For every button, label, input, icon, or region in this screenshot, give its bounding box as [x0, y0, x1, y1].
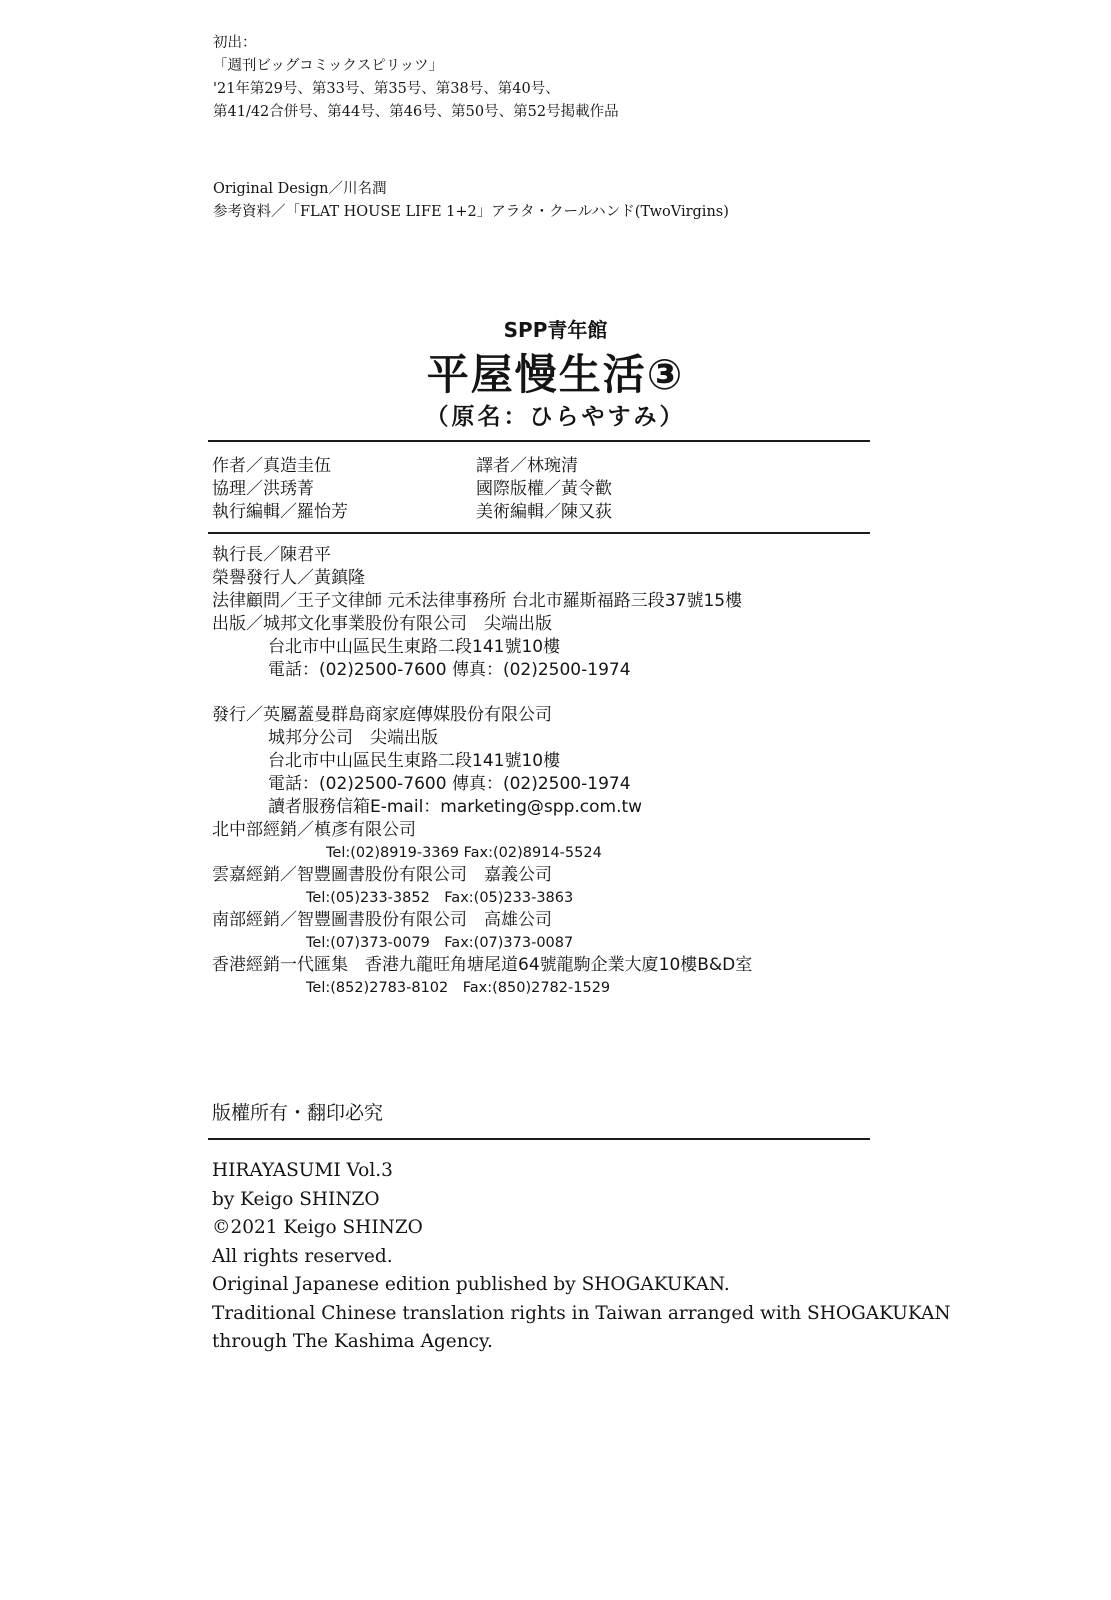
english-line: by Keigo SHINZO	[212, 1188, 380, 1210]
credit-author: 作者／真造圭伍	[212, 456, 331, 476]
divider-middle	[208, 532, 870, 534]
english-line: Traditional Chinese translation rights in Taiwan arranged with SHOGAKUKAN	[212, 1302, 951, 1324]
chiayi-distributor: 雲嘉經銷／智豐圖書股份有限公司 嘉義公司	[212, 865, 552, 885]
english-line: through The Kashima Agency.	[212, 1331, 493, 1352]
publishing-line: 出版／城邦文化事業股份有限公司 尖端出版	[212, 614, 552, 634]
distribution-branch: 城邦分公司 尖端出版	[268, 728, 438, 748]
distribution-phone: 電話：(02)2500-7600 傳真：(02)2500-1974	[268, 774, 631, 794]
credit-manager: 協理／洪琇菁	[212, 479, 314, 499]
honorary-publisher-line: 榮譽發行人／黃鎮隆	[212, 568, 365, 588]
english-line: HIRAYASUMI Vol.3	[212, 1160, 393, 1181]
book-title: 平屋慢生活③	[426, 350, 685, 399]
divider-top	[208, 440, 870, 442]
design-credit-line: Original Design／川名潤	[213, 181, 387, 197]
credits-right	[476, 455, 612, 524]
divider-bottom	[208, 1138, 870, 1140]
hk-distributor-tel: Tel:(852)2783-8102 Fax:(850)2782-1529	[306, 980, 611, 996]
design-credits-block	[213, 178, 729, 224]
english-line: ©2021 Keigo SHINZO	[212, 1217, 423, 1238]
original-title: （原名：ひらやすみ）	[425, 404, 686, 430]
first-publication-line: 第41/42合併号、第44号、第46号、第50号、第52号掲載作品	[213, 104, 619, 120]
distribution-line: 發行／英屬蓋曼群島商家庭傳媒股份有限公司	[212, 705, 552, 725]
north-distributor-tel: Tel:(02)8919-3369 Fax:(02)8914-5524	[326, 845, 602, 861]
distribution-address: 台北市中山區民生東路二段141號10樓	[268, 751, 561, 771]
reader-email: 讀者服務信箱E-mail：marketing@spp.com.tw	[268, 797, 643, 817]
north-distributor: 北中部經銷／槙彥有限公司	[212, 820, 416, 840]
first-publication-line: 初出：	[213, 35, 257, 51]
spacer	[212, 682, 752, 704]
ceo-line: 執行長／陳君平	[212, 545, 331, 565]
south-distributor-tel: Tel:(07)373-0079 Fax:(07)373-0087	[306, 935, 574, 951]
publishing-address: 台北市中山區民生東路二段141號10樓	[268, 637, 561, 657]
credit-art-editor: 美術編輯／陳又荻	[476, 502, 612, 522]
credit-translator: 譯者／林琬清	[476, 456, 578, 476]
credit-intl-rights: 國際版權／黃令歡	[476, 479, 612, 499]
first-publication-line: 「週刊ビッグコミックスピリッツ」	[213, 58, 444, 74]
series-name: SPP青年館	[503, 318, 608, 342]
legal-counsel-line: 法律顧問／王子文律師 元禾法律事務所 台北市羅斯福路三段37號15樓	[212, 591, 743, 611]
rights-notice: 版權所有・翻印必究	[212, 1102, 384, 1124]
english-line: Original Japanese edition published by SHOGAKUKAN.	[212, 1274, 730, 1295]
chiayi-distributor-tel: Tel:(05)233-3852 Fax:(05)233-3863	[306, 890, 574, 906]
credit-editor: 執行編輯／羅怡芳	[212, 502, 348, 522]
south-distributor: 南部經銷／智豐圖書股份有限公司 高雄公司	[212, 910, 552, 930]
english-copyright-block	[212, 1157, 951, 1357]
english-line: All rights reserved.	[212, 1245, 393, 1267]
credits-left	[212, 455, 348, 524]
first-publication-block	[213, 32, 619, 124]
hk-distributor: 香港經銷一代匯集 香港九龍旺角塘尾道64號龍駒企業大廈10樓B&D室	[212, 955, 753, 975]
publishing-phone: 電話：(02)2500-7600 傳真：(02)2500-1974	[268, 660, 631, 680]
design-credit-line: 参考資料／「FLAT HOUSE LIFE 1+2」アラタ・クールハンド(TwoVirgins)	[213, 204, 729, 220]
publisher-info-block	[212, 544, 752, 999]
first-publication-line: '21年第29号、第33号、第35号、第38号、第40号、	[213, 81, 560, 97]
